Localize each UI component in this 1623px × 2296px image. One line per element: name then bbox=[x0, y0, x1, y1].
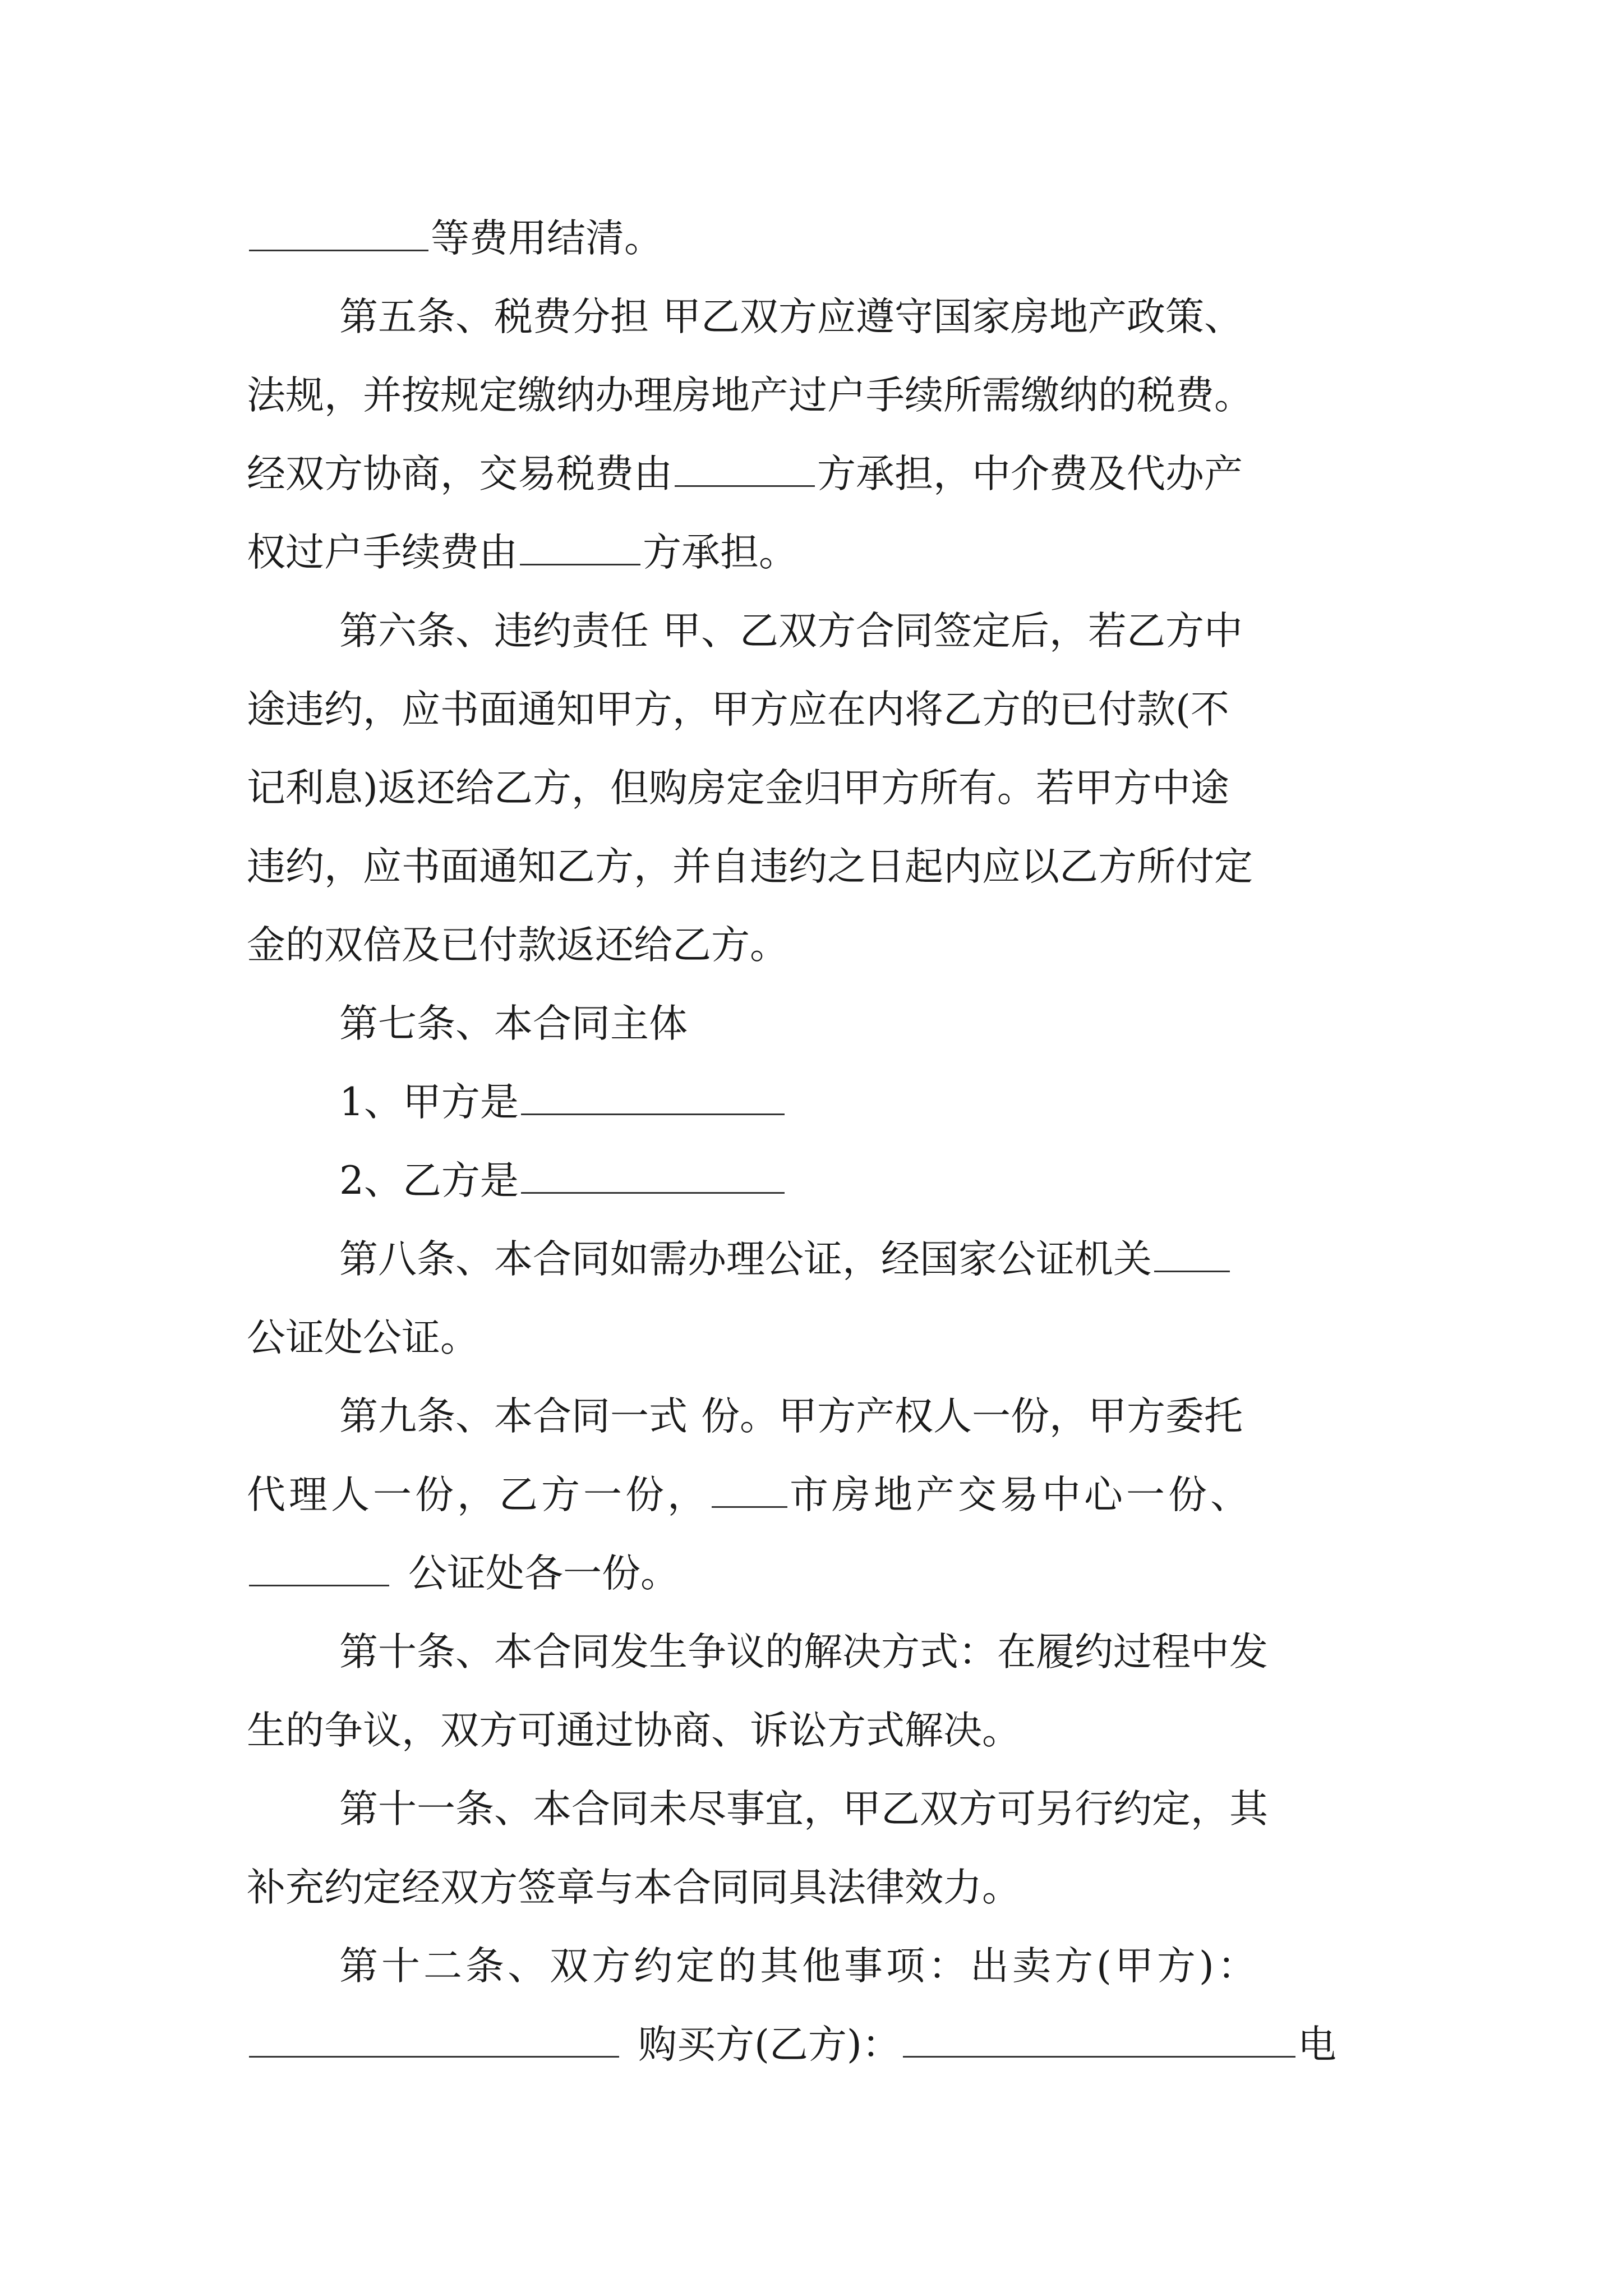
article-5-heading-line bbox=[339, 278, 1399, 356]
article-6-heading-line bbox=[339, 592, 1399, 670]
article-5-heading: 第五条、税费分担 bbox=[339, 295, 649, 339]
party-b-line bbox=[339, 1142, 1399, 1220]
line-text: 法规，并按规定缴纳办理房地产过户手续所需缴纳的税费。 bbox=[247, 373, 1253, 418]
party-a-blank bbox=[521, 1083, 785, 1115]
line-text: 经双方协商，交易税费由 bbox=[247, 452, 672, 496]
article-10-heading-line bbox=[339, 1613, 1399, 1691]
text-line-22 bbox=[247, 1848, 1396, 1927]
article-12-heading: 第十二条、双方约定的其他事项：出卖方(甲方)： bbox=[339, 1944, 1260, 1989]
fill-blank bbox=[249, 219, 428, 251]
article-12-heading-line bbox=[339, 1927, 1399, 2005]
seller-blank bbox=[249, 2026, 619, 2058]
line-text: 市房地产交易中心一份、 bbox=[790, 1473, 1252, 1517]
article-8-heading-line bbox=[339, 1220, 1399, 1299]
fill-blank bbox=[249, 1554, 389, 1586]
signature-line bbox=[247, 2005, 1396, 2084]
line-text: 方承担，中介费及代办产 bbox=[817, 452, 1243, 496]
line-text: 生的争议，双方可通过协商、诉讼方式解决。 bbox=[247, 1708, 1021, 1753]
text-line-20 bbox=[247, 1691, 1396, 1770]
text-line-17 bbox=[247, 1456, 1396, 1534]
article-7-heading: 第七条、本合同主体 bbox=[339, 1001, 688, 1046]
line-text: 代理人一份，乙方一份， bbox=[247, 1473, 709, 1517]
article-6-heading: 第六条、违约责任 bbox=[339, 609, 649, 654]
article-8-heading: 第八条、本合同如需办理公证，经国家公证机关 bbox=[339, 1237, 1152, 1282]
text-line-10 bbox=[247, 906, 1396, 984]
line-text: 甲、乙双方合同签定后，若乙方中 bbox=[662, 609, 1243, 654]
text-line-9 bbox=[247, 827, 1396, 906]
buyer-blank bbox=[903, 2026, 1295, 2058]
line-text: 补充约定经双方签章与本合同同具法律效力。 bbox=[247, 1865, 1021, 1910]
fill-blank bbox=[520, 533, 640, 565]
party-b-blank bbox=[521, 1162, 785, 1194]
text-line-18 bbox=[247, 1534, 1396, 1613]
line-text: 份。甲方产权人一份，甲方委托 bbox=[701, 1394, 1243, 1439]
article-11-heading: 第十一条、本合同未尽事宜，甲乙双方可另行约定，其 bbox=[339, 1787, 1268, 1832]
text-line-3 bbox=[247, 356, 1396, 435]
party-a-line bbox=[339, 1063, 1399, 1142]
line-text: 电 bbox=[1297, 2022, 1336, 2067]
line-text: 公证处公证。 bbox=[247, 1315, 479, 1360]
line-text: 等费用结清。 bbox=[431, 216, 663, 261]
text-line-15 bbox=[247, 1299, 1396, 1377]
line-text: 违约，应书面通知乙方，并自违约之日起内应以乙方所付定 bbox=[247, 844, 1253, 889]
text-line-1 bbox=[247, 199, 1396, 278]
line-text: 甲乙双方应遵守国家房地产政策、 bbox=[662, 295, 1243, 339]
article-11-heading-line bbox=[339, 1770, 1399, 1848]
text-line-5 bbox=[247, 513, 1396, 592]
article-9-heading-line bbox=[339, 1377, 1399, 1456]
article-7-heading-line bbox=[339, 984, 1399, 1063]
line-text: 记利息)返还给乙方，但购房定金归甲方所有。若甲方中途 bbox=[247, 766, 1229, 811]
article-10-heading: 第十条、本合同发生争议的解决方式：在履约过程中发 bbox=[339, 1630, 1268, 1674]
article-9-heading: 第九条、本合同一式 bbox=[339, 1394, 688, 1439]
party-b-label: 2、乙方是 bbox=[339, 1158, 519, 1203]
text-line-4 bbox=[247, 435, 1396, 513]
line-text: 公证处各一份。 bbox=[408, 1551, 679, 1596]
text-line-8 bbox=[247, 749, 1396, 827]
line-text: 途违约，应书面通知甲方，甲方应在内将乙方的已付款(不 bbox=[247, 687, 1229, 732]
line-text: 权过户手续费由 bbox=[247, 530, 518, 575]
party-a-label: 1、甲方是 bbox=[339, 1080, 519, 1125]
fill-blank bbox=[1154, 1240, 1230, 1272]
line-text: 金的双倍及已付款返还给乙方。 bbox=[247, 923, 789, 968]
fill-blank bbox=[712, 1476, 787, 1508]
line-text: 方承担。 bbox=[643, 530, 797, 575]
text-line-7 bbox=[247, 670, 1396, 749]
buyer-label: 购买方(乙方)： bbox=[638, 2022, 901, 2067]
fill-blank bbox=[675, 455, 815, 487]
